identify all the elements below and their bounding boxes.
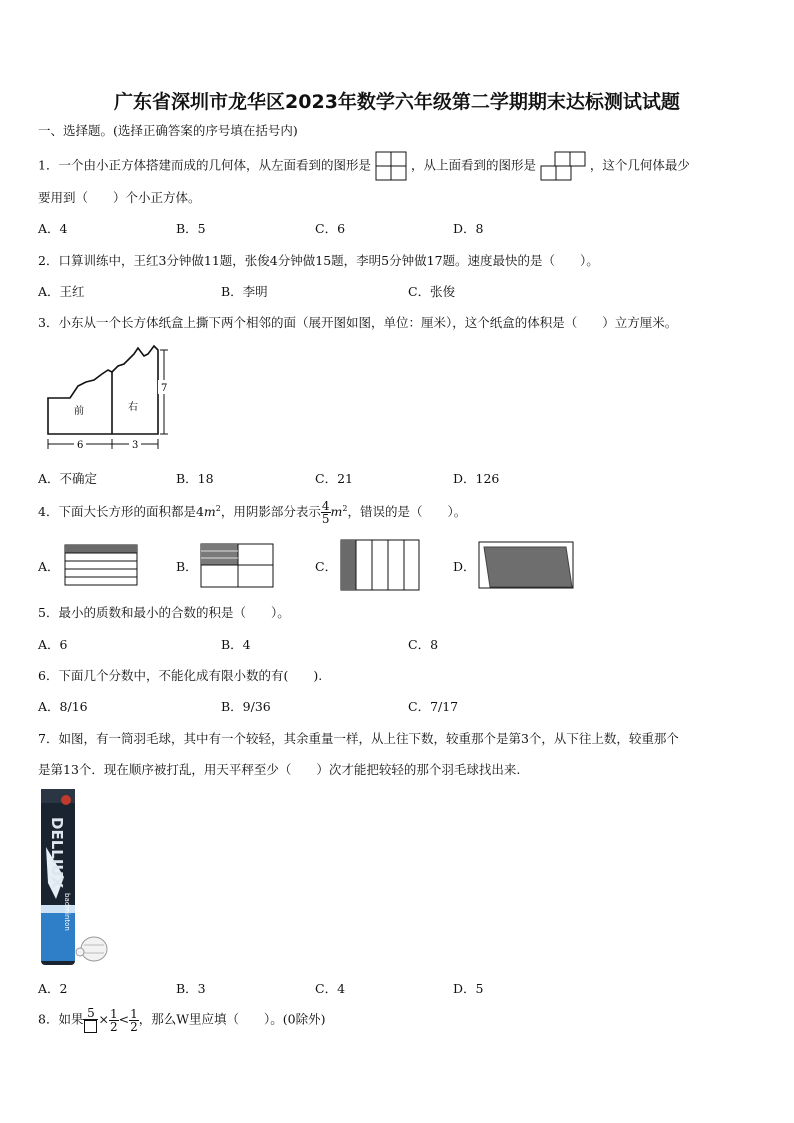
q6-option-a[interactable]: A．8/16 — [38, 699, 88, 714]
question-2: 2．口算训练中，王红3分钟做11题，张俊4分钟做15题，李明5分钟做17题。速度最快的是（ ）。 — [38, 253, 599, 268]
question-1 — [38, 151, 690, 181]
q4-text-b: ，用阴影部分表示 — [220, 504, 321, 519]
q1-option-d[interactable]: D．8 — [453, 221, 484, 236]
dim-height: 7 — [161, 383, 168, 394]
left-view-figure — [375, 151, 407, 181]
q4-sup-b: 2 — [342, 503, 348, 513]
q6-option-c[interactable]: C．7/17 — [408, 699, 459, 714]
q7-option-c[interactable]: C．4 — [315, 981, 346, 996]
question-5: 5．最小的质数和最小的合数的积是（ ）。 — [38, 605, 290, 620]
q8-less-than: < — [118, 1011, 130, 1027]
q1-text-c: ，这个几何体最少 — [589, 157, 690, 173]
q7-option-a[interactable]: A．2 — [38, 981, 68, 996]
q4-text-c: ，错误的是（ ）。 — [347, 504, 467, 519]
top-view-figure — [540, 151, 586, 181]
q3-option-c[interactable]: C．21 — [315, 471, 353, 486]
box-net-figure — [40, 344, 170, 456]
section-heading: 一、选择题。(选择正确答案的序号填在括号内) — [38, 123, 298, 138]
q8-fraction-2: $\frac{1}{2}$ — [109, 1006, 118, 1034]
q6-option-b[interactable]: B．9/36 — [221, 699, 271, 714]
q4-figure-b — [200, 543, 274, 588]
question-7-line-2: 是第13个．现在顺序被打乱，用天平秤至少（ ）次才能把较轻的那个羽毛球找出来. — [38, 762, 521, 777]
q8-text-a: 8．如果 — [38, 1011, 84, 1027]
q1-text-a: 1．一个由小正方体搭建而成的几何体，从左面看到的图形是 — [38, 157, 371, 173]
question-6: 6．下面几个分数中，不能化成有限小数的有( ). — [38, 668, 323, 683]
q4-option-a[interactable]: A． — [38, 559, 60, 574]
dim-width-2: 3 — [132, 440, 139, 451]
q2-option-c[interactable]: C．张俊 — [408, 284, 456, 299]
q4-sup-a: 2 — [215, 503, 221, 513]
q8-fraction-1: 5 — [83, 1007, 98, 1033]
q4-option-b[interactable]: B． — [176, 559, 198, 574]
q4-figure-d — [478, 541, 574, 589]
q4-option-d[interactable]: D． — [453, 559, 476, 574]
q7-option-d[interactable]: D．5 — [453, 981, 484, 996]
q4-figure-a — [64, 544, 138, 586]
q3-option-a[interactable]: A．不确定 — [38, 471, 98, 486]
q5-option-c[interactable]: C．8 — [408, 637, 439, 652]
right-face-label: 右 — [128, 402, 138, 413]
q5-option-b[interactable]: B．4 — [221, 637, 251, 652]
q4-option-c[interactable]: C． — [315, 559, 338, 574]
q4-unit-b: m — [330, 504, 343, 519]
q3-option-b[interactable]: B．18 — [176, 471, 214, 486]
badminton-tube-image — [38, 787, 110, 969]
q3-option-d[interactable]: D．126 — [453, 471, 500, 486]
tube-brand: badminton — [63, 893, 71, 931]
q2-option-a[interactable]: A．王红 — [38, 284, 85, 299]
q1-option-a[interactable]: A．4 — [38, 221, 68, 236]
question-7-line-1: 7．如图，有一筒羽毛球，其中有一个较轻，其余重量一样，从上往下数，较重那个是第3个，从下往上数，较重那个 — [38, 731, 679, 746]
q4-text-a: 4．下面大长方形的面积都是4 — [38, 504, 204, 519]
question-3: 3．小东从一个长方体纸盒上撕下两个相邻的面（展开图如图，单位：厘米），这个纸盒的体积是（ ）立方厘米。 — [38, 315, 678, 330]
blank-box[interactable] — [84, 1020, 97, 1033]
dim-width-1: 6 — [77, 440, 84, 451]
q1-option-b[interactable]: B．5 — [176, 221, 206, 236]
front-face-label: 前 — [74, 406, 84, 417]
q4-fraction: $\frac{4}{5}$ — [321, 499, 330, 526]
q8-fraction-3: $\frac{1}{2}$ — [130, 1006, 138, 1034]
q1-option-c[interactable]: C．6 — [315, 221, 346, 236]
q8-times: × — [98, 1011, 109, 1027]
q1-text-b: ，从上面看到的图形是 — [410, 157, 536, 173]
tube-text: DELLIUX — [48, 817, 66, 889]
q7-option-b[interactable]: B．3 — [176, 981, 206, 996]
q5-option-a[interactable]: A．6 — [38, 637, 68, 652]
q4-unit-a: m — [203, 504, 216, 519]
q1-text-d: 要用到（ ）个小正方体。 — [38, 190, 201, 205]
question-4 — [38, 500, 466, 525]
q8-text-b: ，那么W里应填（ ）。(0除外) — [138, 1011, 326, 1027]
q2-option-b[interactable]: B．李明 — [221, 284, 268, 299]
question-8 — [38, 1007, 326, 1033]
q4-figure-c — [340, 539, 420, 591]
page-title: 广东省深圳市龙华区2023年数学六年级第二学期期末达标测试试题 — [114, 91, 680, 113]
